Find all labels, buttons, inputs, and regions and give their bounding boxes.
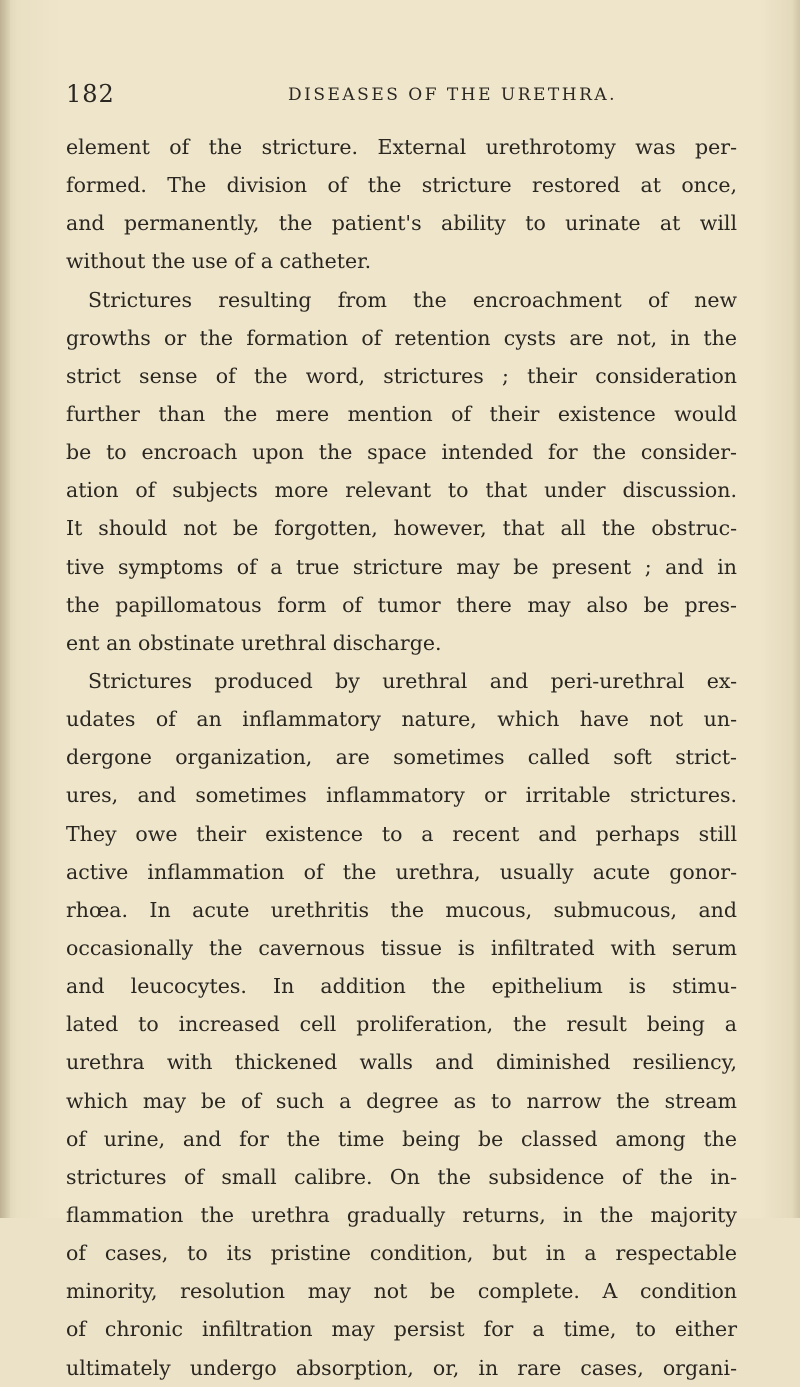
text-line: Strictures produced by urethral and peri-urethral ex- xyxy=(88,668,737,693)
page-number: 182 xyxy=(66,80,115,108)
text-line: tive symptoms of a true stricture may be present ; and in xyxy=(66,554,737,579)
text-line: ent an obstinate urethral discharge. xyxy=(66,630,442,655)
text-line: It should not be forgotten, however, that all the obstruc- xyxy=(66,516,737,541)
text-line: which may be of such a degree as to narrow the stream xyxy=(66,1088,737,1113)
text-line: dergone organization, are sometimes called soft strict- xyxy=(66,745,737,770)
text-line: occasionally the cavernous tissue is infiltrated with serum xyxy=(66,935,737,960)
text-line: urethra with thickened walls and diminished resiliency, xyxy=(66,1050,737,1075)
text-line: minority, resolution may not be complete. A condition xyxy=(66,1279,737,1304)
text-line: strictures of small calibre. On the subsidence of the in- xyxy=(66,1164,737,1189)
text-line: flammation the urethra gradually returns, in the majority xyxy=(66,1202,737,1227)
page-gutter-shadow xyxy=(0,0,10,1218)
running-head: DISEASES OF THE URETHRA. xyxy=(288,85,618,105)
text-line: udates of an inflammatory nature, which have not un- xyxy=(66,707,737,732)
text-line: further than the mere mention of their existence would xyxy=(66,401,737,426)
text-line: element of the stricture. External urethrotomy was per- xyxy=(66,135,737,159)
text-line: and permanently, the patient's ability to urinate at will xyxy=(66,211,737,236)
text-line: of cases, to its pristine condition, but in a respectable xyxy=(66,1241,737,1266)
text-line: active inflammation of the urethra, usually acute gonor- xyxy=(66,859,737,884)
text-line: without the use of a catheter. xyxy=(66,249,372,274)
text-line: be to encroach upon the space intended for the consider- xyxy=(66,440,737,465)
text-line: Strictures resulting from the encroachment of new xyxy=(88,287,737,312)
text-line: They owe their existence to a recent and perhaps still xyxy=(66,821,737,846)
text-line: ultimately undergo absorption, or, in rare cases, organi- xyxy=(66,1355,737,1380)
text-line: ures, and sometimes inflammatory or irritable strictures. xyxy=(66,783,737,808)
text-line: and leucocytes. In addition the epithelium is stimu- xyxy=(66,974,737,999)
text-line: formed. The division of the stricture restored at once, xyxy=(66,173,737,198)
page-header xyxy=(66,80,636,120)
body-text xyxy=(66,128,737,1387)
text-line: of urine, and for the time being be classed among the xyxy=(66,1126,737,1151)
text-line: lated to increased cell proliferation, the result being a xyxy=(66,1012,737,1037)
text-line: the papillomatous form of tumor there may also be pres- xyxy=(66,592,737,617)
text-line: of chronic infiltration may persist for a time, to either xyxy=(66,1317,737,1342)
text-line: rhœa. In acute urethritis the mucous, submucous, and xyxy=(66,897,737,922)
text-line: strict sense of the word, strictures ; their consideration xyxy=(66,363,737,388)
text-line: growths or the formation of retention cysts are not, in the xyxy=(66,325,737,350)
text-line: ation of subjects more relevant to that under discussion. xyxy=(66,478,737,503)
